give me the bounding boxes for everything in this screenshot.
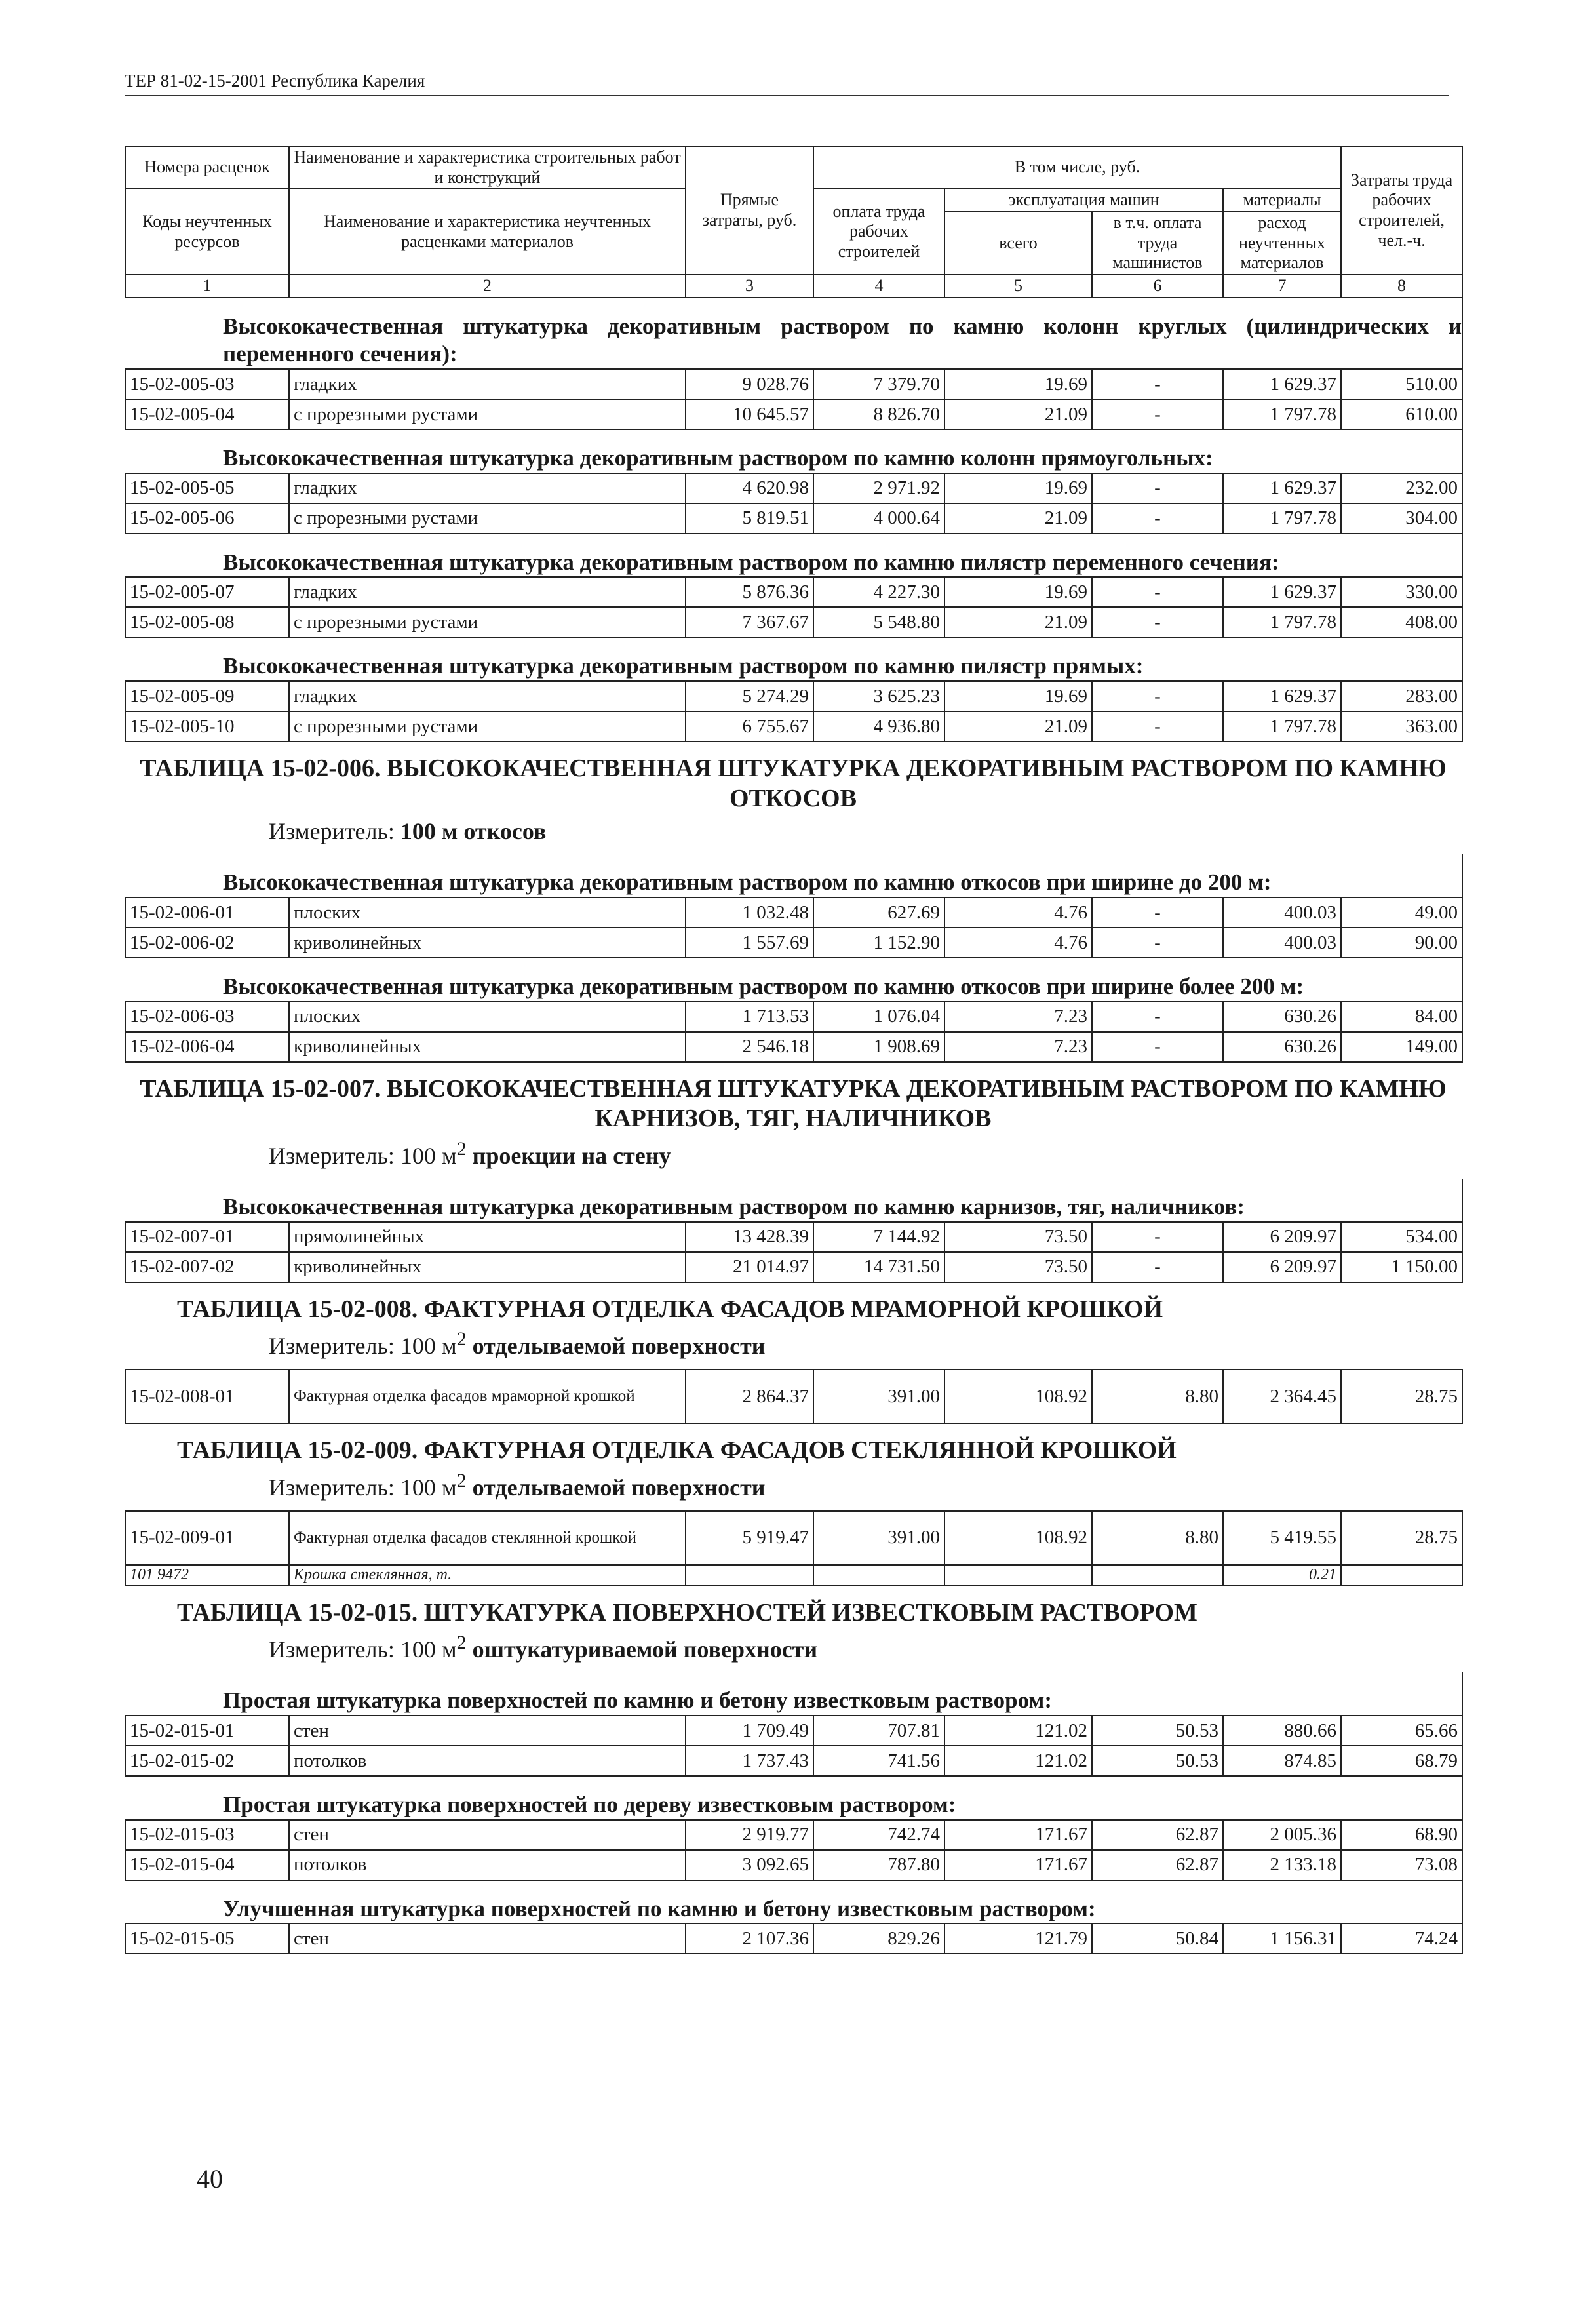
- rows-table: [125, 1923, 1463, 1954]
- machinist-pay: -: [1092, 1032, 1223, 1062]
- resource-value: 0.21: [1223, 1565, 1341, 1586]
- empty-cell: [1341, 1565, 1462, 1586]
- work-name: криволинейных: [289, 1032, 686, 1062]
- measure-label: Измеритель: 100 м: [269, 1636, 457, 1663]
- table-title: ТАБЛИЦА 15-02-009. ФАКТУРНАЯ ОТДЕЛКА ФАСАДОВ СТЕКЛЯННОЙ КРОШКОЙ: [177, 1436, 1177, 1465]
- materials-cost: 1 629.37: [1223, 577, 1341, 607]
- empty-cell: [944, 1565, 1092, 1586]
- section-title: Высококачественная штукатурка декоративным раствором по камню пилястр прямых:: [223, 638, 1463, 680]
- table-row: [125, 1222, 1462, 1252]
- measure-label: Измеритель: 100 м: [269, 1333, 457, 1360]
- machinist-pay: 8.80: [1092, 1369, 1223, 1423]
- header-num: 5: [944, 275, 1092, 298]
- rows-table: [125, 473, 1463, 534]
- work-name: с прорезными рустами: [289, 711, 686, 741]
- rate-code: 15-02-006-04: [125, 1032, 289, 1062]
- direct-cost: 2 546.18: [686, 1032, 813, 1062]
- header-num: 7: [1223, 275, 1341, 298]
- measure-sup: 2: [456, 1469, 467, 1491]
- labor-hours: 65.66: [1341, 1716, 1462, 1746]
- work-name: с прорезными рустами: [289, 607, 686, 637]
- work-name: потолков: [289, 1850, 686, 1880]
- rows-table: [125, 1510, 1463, 1586]
- rate-code: 15-02-005-03: [125, 369, 289, 399]
- header-num: 1: [125, 275, 289, 298]
- rows-table: [125, 1001, 1463, 1063]
- measure-line: [269, 1328, 1462, 1360]
- header-num: 8: [1341, 275, 1462, 298]
- measure-line: [269, 1138, 1462, 1170]
- machines-total: 7.23: [944, 1032, 1092, 1062]
- rate-code: 15-02-006-01: [125, 897, 289, 928]
- measure-line: [269, 817, 1462, 845]
- empty-cell: [813, 1565, 944, 1586]
- table-row: [125, 1850, 1462, 1880]
- machinist-pay: -: [1092, 503, 1223, 534]
- materials-cost: 630.26: [1223, 1002, 1341, 1032]
- machines-total: 19.69: [944, 577, 1092, 607]
- direct-cost: 1 032.48: [686, 897, 813, 928]
- table-row: [125, 607, 1462, 637]
- measure-value: отделываемой поверхности: [466, 1333, 766, 1360]
- labor-hours: 330.00: [1341, 577, 1462, 607]
- machines-total: 19.69: [944, 473, 1092, 503]
- labor-pay: 627.69: [813, 897, 944, 928]
- work-name: гладких: [289, 577, 686, 607]
- rate-code: 15-02-006-02: [125, 928, 289, 958]
- work-name: Фактурная отделка фасадов мраморной крошкой: [289, 1369, 686, 1423]
- measure-value: оштукатуриваемой поверхности: [466, 1636, 818, 1663]
- table-title: ТАБЛИЦА 15-02-008. ФАКТУРНАЯ ОТДЕЛКА ФАСАДОВ МРАМОРНОЙ КРОШКОЙ: [177, 1295, 1163, 1323]
- labor-hours: 73.08: [1341, 1850, 1462, 1880]
- rate-code: 15-02-005-08: [125, 607, 289, 637]
- materials-cost: 1 797.78: [1223, 399, 1341, 429]
- table-row: [125, 1716, 1462, 1746]
- machinist-pay: 62.87: [1092, 1850, 1223, 1880]
- labor-pay: 3 625.23: [813, 681, 944, 711]
- machinist-pay: 50.53: [1092, 1716, 1223, 1746]
- labor-pay: 741.56: [813, 1746, 944, 1776]
- labor-pay: 4 227.30: [813, 577, 944, 607]
- direct-cost: 4 620.98: [686, 473, 813, 503]
- direct-cost: 5 819.51: [686, 503, 813, 534]
- labor-hours: 28.75: [1341, 1511, 1462, 1565]
- rate-code: 15-02-005-06: [125, 503, 289, 534]
- labor-pay: 5 548.80: [813, 607, 944, 637]
- rows-table: [125, 1369, 1463, 1424]
- labor-pay: 787.80: [813, 1850, 944, 1880]
- labor-hours: 68.79: [1341, 1746, 1462, 1776]
- measure-value: отделываемой поверхности: [466, 1474, 766, 1501]
- machinist-pay: -: [1092, 1222, 1223, 1252]
- rate-code: 15-02-015-02: [125, 1746, 289, 1776]
- labor-pay: 742.74: [813, 1820, 944, 1850]
- machines-total: 121.79: [944, 1923, 1092, 1954]
- direct-cost: 10 645.57: [686, 399, 813, 429]
- section-title: Высококачественная штукатурка декоративным раствором по камню колонн круглых (цилиндрических и переменного сечения):: [223, 298, 1463, 368]
- direct-cost: 2 107.36: [686, 1923, 813, 1954]
- direct-cost: 5 274.29: [686, 681, 813, 711]
- direct-cost: 1 737.43: [686, 1746, 813, 1776]
- rate-code: 15-02-005-10: [125, 711, 289, 741]
- machines-total: 21.09: [944, 607, 1092, 637]
- materials-cost: 880.66: [1223, 1716, 1341, 1746]
- price-table: [125, 146, 1462, 1954]
- direct-cost: 7 367.67: [686, 607, 813, 637]
- machines-total: 4.76: [944, 928, 1092, 958]
- work-name: гладких: [289, 369, 686, 399]
- table-row: [125, 369, 1462, 399]
- labor-pay: 391.00: [813, 1511, 944, 1565]
- materials-cost: 1 629.37: [1223, 681, 1341, 711]
- rate-code: 15-02-005-09: [125, 681, 289, 711]
- rate-code: 15-02-015-05: [125, 1923, 289, 1954]
- header-in-number: В том числе, руб.: [813, 146, 1341, 189]
- header-num: 2: [289, 275, 686, 298]
- labor-hours: 283.00: [1341, 681, 1462, 711]
- rows-table: [125, 680, 1463, 742]
- table-row: [125, 928, 1462, 958]
- labor-hours: 610.00: [1341, 399, 1462, 429]
- labor-hours: 74.24: [1341, 1923, 1462, 1954]
- work-name: криволинейных: [289, 928, 686, 958]
- measure-line: [269, 1632, 1462, 1663]
- labor-hours: 534.00: [1341, 1222, 1462, 1252]
- table-row: [125, 473, 1462, 503]
- labor-hours: 1 150.00: [1341, 1252, 1462, 1282]
- machines-total: 108.92: [944, 1369, 1092, 1423]
- work-name: с прорезными рустами: [289, 399, 686, 429]
- rate-code: 15-02-009-01: [125, 1511, 289, 1565]
- labor-pay: 1 908.69: [813, 1032, 944, 1062]
- rate-code: 15-02-008-01: [125, 1369, 289, 1423]
- table-row: [125, 711, 1462, 741]
- rate-code: 15-02-005-07: [125, 577, 289, 607]
- machines-total: 19.69: [944, 681, 1092, 711]
- direct-cost: 5 919.47: [686, 1511, 813, 1565]
- labor-pay: 829.26: [813, 1923, 944, 1954]
- measure-line: [269, 1470, 1462, 1501]
- labor-hours: 408.00: [1341, 607, 1462, 637]
- labor-hours: 28.75: [1341, 1369, 1462, 1423]
- direct-cost: 3 092.65: [686, 1850, 813, 1880]
- rate-code: 15-02-015-01: [125, 1716, 289, 1746]
- rate-code: 15-02-006-03: [125, 1002, 289, 1032]
- machinist-pay: -: [1092, 473, 1223, 503]
- machines-total: 21.09: [944, 711, 1092, 741]
- table-header: [125, 146, 1463, 298]
- rows-table: [125, 1715, 1463, 1777]
- machinist-pay: -: [1092, 607, 1223, 637]
- table-row: [125, 1002, 1462, 1032]
- table-row: [125, 681, 1462, 711]
- rate-code: 15-02-005-05: [125, 473, 289, 503]
- header-c7: расход неучтенных материалов: [1223, 212, 1341, 275]
- measure-label: Измеритель:: [269, 818, 395, 845]
- section-title: Простая штукатурка поверхностей по камню и бетону известковым раствором:: [223, 1672, 1463, 1715]
- machines-total: 171.67: [944, 1820, 1092, 1850]
- table-row: [125, 577, 1462, 607]
- rate-code: 15-02-015-04: [125, 1850, 289, 1880]
- header-c8: Затраты труда рабочих строителей, чел.-ч.: [1341, 146, 1462, 275]
- header-c5: всего: [944, 212, 1092, 275]
- table-row: [125, 1369, 1462, 1423]
- table-row: [125, 1923, 1462, 1954]
- materials-cost: 874.85: [1223, 1746, 1341, 1776]
- work-name: гладких: [289, 681, 686, 711]
- machines-total: 19.69: [944, 369, 1092, 399]
- materials-cost: 1 797.78: [1223, 503, 1341, 534]
- work-name: криволинейных: [289, 1252, 686, 1282]
- materials-cost: 630.26: [1223, 1032, 1341, 1062]
- header-c3: Прямые затраты, руб.: [686, 146, 813, 275]
- header-c4: оплата труда рабочих строителей: [813, 189, 944, 275]
- labor-pay: 391.00: [813, 1369, 944, 1423]
- header-c6: в т.ч. оплата труда машинистов: [1092, 212, 1223, 275]
- materials-cost: 2 364.45: [1223, 1369, 1341, 1423]
- materials-cost: 1 797.78: [1223, 607, 1341, 637]
- section-title: Простая штукатурка поверхностей по дереву известковым раствором:: [223, 1777, 1463, 1819]
- measure-value: 100 м откосов: [400, 818, 547, 845]
- machinist-pay: -: [1092, 897, 1223, 928]
- direct-cost: 2 864.37: [686, 1369, 813, 1423]
- measure-sup: 2: [456, 1328, 467, 1350]
- table-row: [125, 1032, 1462, 1062]
- header-c1b: Коды неучтенных ресурсов: [125, 189, 289, 275]
- work-name: гладких: [289, 473, 686, 503]
- section-title: Высококачественная штукатурка декоративным раствором по камню откосов при ширине до 200 м:: [223, 854, 1463, 897]
- table-title: ТАБЛИЦА 15-02-007. ВЫСОКОКАЧЕСТВЕННАЯ ШТУКАТУРКА ДЕКОРАТИВНЫМ РАСТВОРОМ ПО КАМНЮ КАРНИЗОВ, ТЯГ, НАЛИЧНИКОВ: [140, 1074, 1447, 1133]
- header-c1a: Номера расценок: [125, 146, 289, 189]
- labor-pay: 1 076.04: [813, 1002, 944, 1032]
- empty-cell: [686, 1565, 813, 1586]
- machines-total: 121.02: [944, 1746, 1092, 1776]
- work-name: Фактурная отделка фасадов стеклянной крошкой: [289, 1511, 686, 1565]
- rate-code: 15-02-005-04: [125, 399, 289, 429]
- rows-table: [125, 368, 1463, 430]
- machines-total: 108.92: [944, 1511, 1092, 1565]
- measure-label: Измеритель: 100 м: [269, 1142, 457, 1169]
- header-c2b: Наименование и характеристика неучтенных расценками материалов: [289, 189, 686, 275]
- table-title: ТАБЛИЦА 15-02-006. ВЫСОКОКАЧЕСТВЕННАЯ ШТУКАТУРКА ДЕКОРАТИВНЫМ РАСТВОРОМ ПО КАМНЮ ОТКОСОВ: [140, 755, 1447, 812]
- table-row: [125, 1746, 1462, 1776]
- machinist-pay: 50.53: [1092, 1746, 1223, 1776]
- rate-code: 15-02-007-02: [125, 1252, 289, 1282]
- labor-hours: 84.00: [1341, 1002, 1462, 1032]
- direct-cost: 13 428.39: [686, 1222, 813, 1252]
- direct-cost: 1 709.49: [686, 1716, 813, 1746]
- machines-total: 21.09: [944, 503, 1092, 534]
- machines-total: 73.50: [944, 1252, 1092, 1282]
- table-row: [125, 897, 1462, 928]
- labor-hours: 232.00: [1341, 473, 1462, 503]
- machinist-pay: 8.80: [1092, 1511, 1223, 1565]
- machinist-pay: 50.84: [1092, 1923, 1223, 1954]
- direct-cost: 2 919.77: [686, 1820, 813, 1850]
- rate-code: 15-02-015-03: [125, 1820, 289, 1850]
- direct-cost: 6 755.67: [686, 711, 813, 741]
- section-title: Высококачественная штукатурка декоративным раствором по камню откосов при ширине более 200 м:: [223, 958, 1463, 1001]
- section-title: Высококачественная штукатурка декоративным раствором по камню пилястр переменного сечения:: [223, 534, 1463, 577]
- header-num: 4: [813, 275, 944, 298]
- section-title: Улучшенная штукатурка поверхностей по камню и бетону известковым раствором:: [223, 1881, 1463, 1923]
- machines-total: 73.50: [944, 1222, 1092, 1252]
- direct-cost: 9 028.76: [686, 369, 813, 399]
- materials-cost: 1 797.78: [1223, 711, 1341, 741]
- labor-pay: 7 379.70: [813, 369, 944, 399]
- labor-hours: 510.00: [1341, 369, 1462, 399]
- labor-hours: 363.00: [1341, 711, 1462, 741]
- table-row: [125, 1252, 1462, 1282]
- machines-total: 21.09: [944, 399, 1092, 429]
- labor-pay: 1 152.90: [813, 928, 944, 958]
- resource-row: [125, 1565, 1462, 1586]
- table-row: [125, 1511, 1462, 1565]
- resource-name: Крошка стеклянная, т.: [289, 1565, 686, 1586]
- machinist-pay: -: [1092, 399, 1223, 429]
- work-name: стен: [289, 1820, 686, 1850]
- machines-total: 7.23: [944, 1002, 1092, 1032]
- work-name: плоских: [289, 897, 686, 928]
- labor-hours: 304.00: [1341, 503, 1462, 534]
- machinist-pay: -: [1092, 928, 1223, 958]
- labor-pay: 2 971.92: [813, 473, 944, 503]
- machinist-pay: -: [1092, 711, 1223, 741]
- work-name: стен: [289, 1923, 686, 1954]
- machinist-pay: -: [1092, 681, 1223, 711]
- labor-hours: 49.00: [1341, 897, 1462, 928]
- table-row: [125, 1820, 1462, 1850]
- rate-code: 15-02-007-01: [125, 1222, 289, 1252]
- materials-cost: 6 209.97: [1223, 1252, 1341, 1282]
- measure-label: Измеритель: 100 м: [269, 1474, 457, 1501]
- direct-cost: 21 014.97: [686, 1252, 813, 1282]
- header-c2a: Наименование и характеристика строительных работ и конструкций: [289, 146, 686, 189]
- resource-code: 101 9472: [125, 1565, 289, 1586]
- direct-cost: 1 713.53: [686, 1002, 813, 1032]
- table-row: [125, 399, 1462, 429]
- machines-total: 171.67: [944, 1850, 1092, 1880]
- labor-pay: 4 000.64: [813, 503, 944, 534]
- materials-cost: 2 133.18: [1223, 1850, 1341, 1880]
- page-number: 40: [197, 2164, 223, 2194]
- work-name: прямолинейных: [289, 1222, 686, 1252]
- materials-cost: 400.03: [1223, 928, 1341, 958]
- materials-cost: 1 629.37: [1223, 473, 1341, 503]
- machinist-pay: -: [1092, 577, 1223, 607]
- labor-hours: 90.00: [1341, 928, 1462, 958]
- section-title: Высококачественная штукатурка декоративным раствором по камню колонн прямоугольных:: [223, 430, 1463, 473]
- header-machines: эксплуатация машин: [944, 189, 1223, 212]
- header-num: 3: [686, 275, 813, 298]
- rows-table: [125, 897, 1463, 958]
- materials-cost: 400.03: [1223, 897, 1341, 928]
- labor-pay: 7 144.92: [813, 1222, 944, 1252]
- materials-cost: 6 209.97: [1223, 1222, 1341, 1252]
- measure-sup: 2: [456, 1137, 467, 1160]
- labor-pay: 707.81: [813, 1716, 944, 1746]
- work-name: с прорезными рустами: [289, 503, 686, 534]
- labor-pay: 14 731.50: [813, 1252, 944, 1282]
- direct-cost: 1 557.69: [686, 928, 813, 958]
- empty-cell: [1092, 1565, 1223, 1586]
- materials-cost: 1 156.31: [1223, 1923, 1341, 1954]
- work-name: стен: [289, 1716, 686, 1746]
- materials-cost: 5 419.55: [1223, 1511, 1341, 1565]
- section-title: Высококачественная штукатурка декоративным раствором по камню карнизов, тяг, наличников:: [223, 1179, 1463, 1221]
- table-title: ТАБЛИЦА 15-02-015. ШТУКАТУРКА ПОВЕРХНОСТЕЙ ИЗВЕСТКОВЫМ РАСТВОРОМ: [177, 1598, 1197, 1626]
- labor-hours: 149.00: [1341, 1032, 1462, 1062]
- header-materials: материалы: [1223, 189, 1341, 212]
- rows-table: [125, 576, 1463, 638]
- machines-total: 121.02: [944, 1716, 1092, 1746]
- document-header: ТЕР 81-02-15-2001 Республика Карелия: [125, 71, 1449, 96]
- labor-hours: 68.90: [1341, 1820, 1462, 1850]
- direct-cost: 5 876.36: [686, 577, 813, 607]
- table-row: [125, 503, 1462, 534]
- labor-pay: 4 936.80: [813, 711, 944, 741]
- materials-cost: 2 005.36: [1223, 1820, 1341, 1850]
- measure-value: проекции на стену: [466, 1142, 671, 1169]
- machinist-pay: -: [1092, 1252, 1223, 1282]
- machinist-pay: 62.87: [1092, 1820, 1223, 1850]
- work-name: потолков: [289, 1746, 686, 1776]
- rows-table: [125, 1221, 1463, 1283]
- labor-pay: 8 826.70: [813, 399, 944, 429]
- work-name: плоских: [289, 1002, 686, 1032]
- measure-sup: 2: [456, 1632, 467, 1654]
- machinist-pay: -: [1092, 369, 1223, 399]
- materials-cost: 1 629.37: [1223, 369, 1341, 399]
- machinist-pay: -: [1092, 1002, 1223, 1032]
- header-num: 6: [1092, 275, 1223, 298]
- machines-total: 4.76: [944, 897, 1092, 928]
- rows-table: [125, 1819, 1463, 1881]
